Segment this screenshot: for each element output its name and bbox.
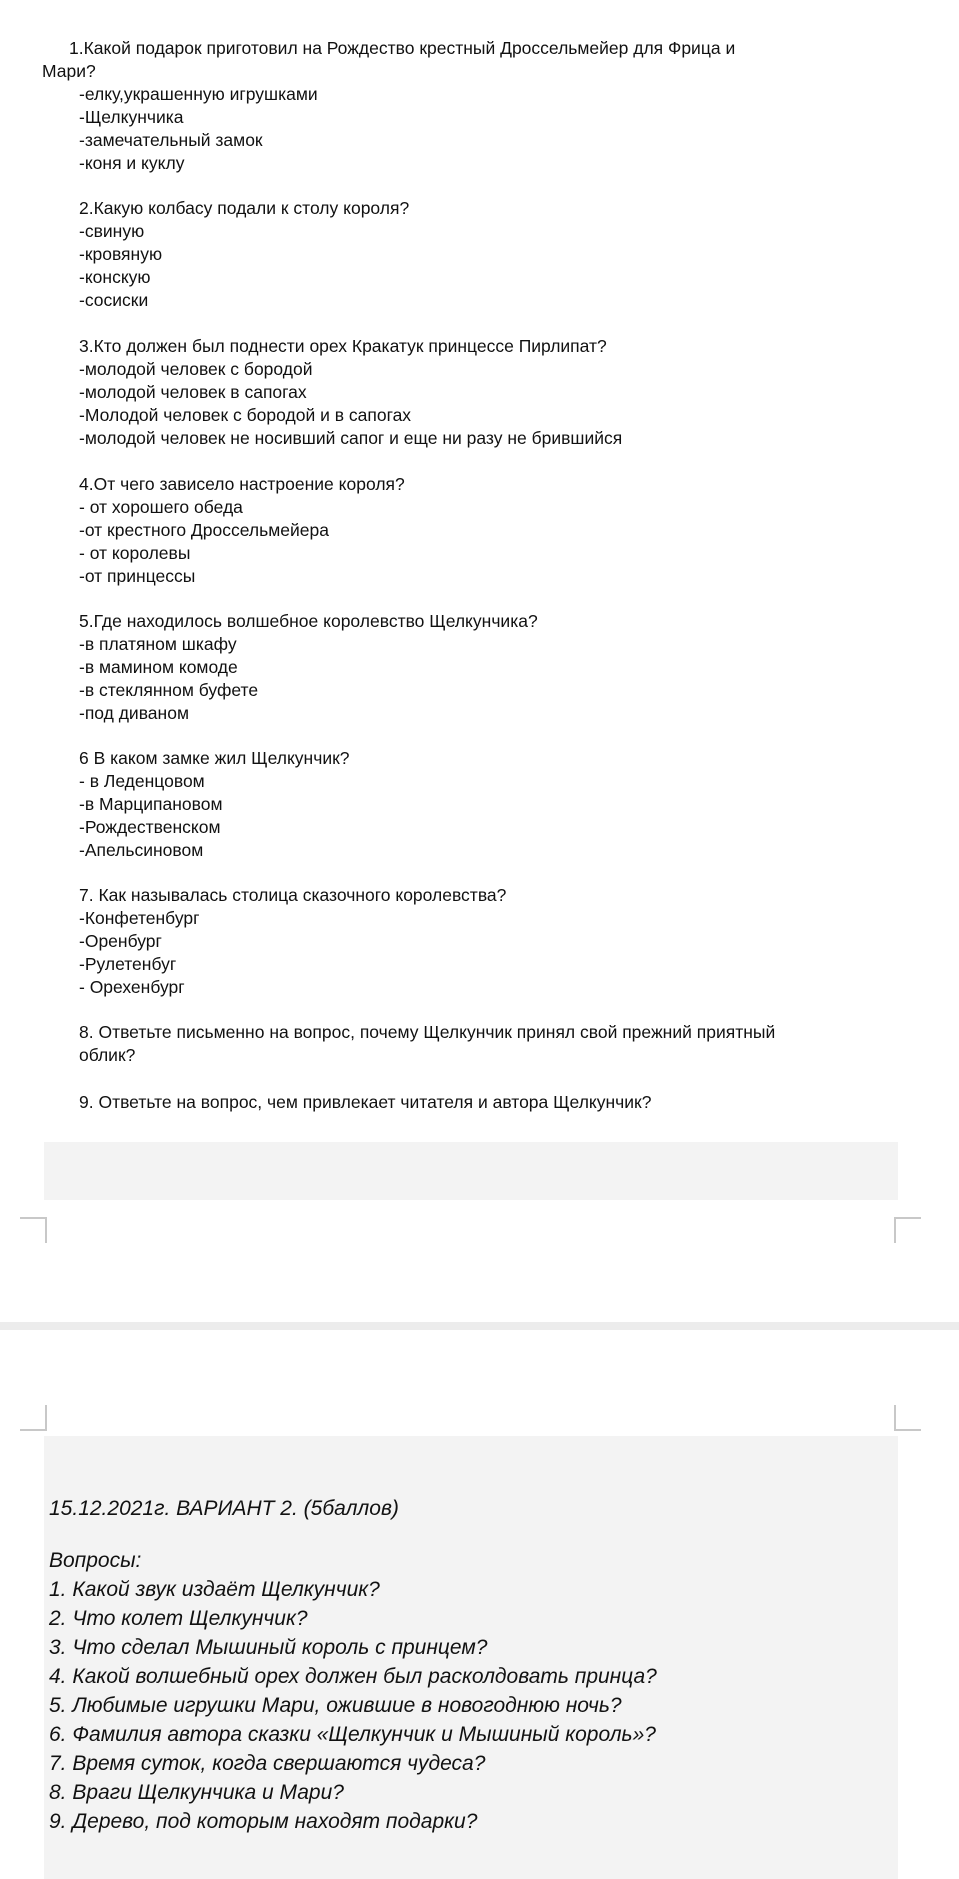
answer-option: - от хорошего обеда	[79, 497, 243, 517]
answer-option: -кровяную	[79, 244, 163, 264]
answer-option: -в стеклянном буфете	[79, 680, 259, 700]
question-3-title: 3.Кто должен был поднести орех Кракатук принцессе Пирлипат?	[79, 336, 607, 356]
list-item: 1. Какой звук издаёт Щелкунчик?	[49, 1578, 380, 1601]
answer-option: - Орехенбург	[79, 977, 185, 997]
answer-option: -свиную	[79, 221, 145, 241]
list-item: 9. Дерево, под которым находят подарки?	[49, 1810, 478, 1833]
page-corner-mark	[894, 1217, 921, 1243]
variant-question-list	[49, 1575, 657, 1836]
list-item: 7. Время суток, когда свершаются чудеса?	[49, 1752, 486, 1775]
questions-heading: Вопросы:	[49, 1549, 142, 1572]
list-item: 6. Фамилия автора сказки «Щелкунчик и Мышиный король»?	[49, 1723, 656, 1746]
answer-option: -Апельсиновом	[79, 840, 204, 860]
answer-option: -молодой человек не носивший сапог и еще ни разу не брившийся	[79, 428, 623, 448]
question-1-options	[79, 83, 929, 175]
page-corner-mark	[20, 1405, 47, 1431]
question-5-title: 5.Где находилось волшебное королевство Щелкунчика?	[79, 611, 538, 631]
answer-option: -Рулетенбуг	[79, 954, 177, 974]
question-4	[79, 473, 929, 588]
question-1-title: 1.Какой подарок приготовил на Рождество крестный Дроссельмейер для Фрица и Мари?	[42, 38, 736, 81]
question-2-title: 2.Какую колбасу подали к столу короля?	[79, 198, 410, 218]
gray-band	[44, 1142, 898, 1200]
answer-option: -под диваном	[79, 703, 189, 723]
question-3	[79, 335, 929, 450]
answer-option: -от принцессы	[79, 566, 196, 586]
question-6	[79, 747, 929, 862]
question-7	[79, 884, 929, 999]
question-4-title: 4.От чего зависело настроение короля?	[79, 474, 405, 494]
answer-option: - от королевы	[79, 543, 191, 563]
question-7-title: 7. Как называлась столица сказочного королевства?	[79, 885, 507, 905]
question-6-title: 6 В каком замке жил Щелкунчик?	[79, 748, 350, 768]
answer-option: -Рождественском	[79, 817, 221, 837]
question-2	[79, 197, 929, 312]
list-item: 4. Какой волшебный орех должен был расколдовать принца?	[49, 1665, 657, 1688]
question-8: 8. Ответьте письменно на вопрос, почему Щелкунчик принял свой прежний приятный облик?	[79, 1022, 776, 1065]
list-item: 3. Что сделал Мышиный король с принцем?	[49, 1636, 488, 1659]
list-item: 2. Что колет Щелкунчик?	[49, 1607, 308, 1630]
answer-option: -конскую	[79, 267, 151, 287]
answer-option: -в мамином комоде	[79, 657, 238, 677]
answer-option: -сосиски	[79, 290, 149, 310]
list-item: 8. Враги Щелкунчика и Мари?	[49, 1781, 344, 1804]
variant-title: 15.12.2021г. ВАРИАНТ 2. (5баллов)	[49, 1497, 399, 1520]
answer-option: -в платяном шкафу	[79, 634, 237, 654]
answer-option: -елку,украшенную игрушками	[79, 84, 318, 104]
answer-option: -в Марципановом	[79, 794, 223, 814]
answer-option: -Щелкунчика	[79, 107, 184, 127]
answer-option: -молодой человек в сапогах	[79, 382, 307, 402]
question-9: 9. Ответьте на вопрос, чем привлекает читателя и автора Щелкунчик?	[79, 1092, 652, 1112]
answer-option: -Конфетенбург	[79, 908, 200, 928]
answer-option: - в Леденцовом	[79, 771, 205, 791]
answer-option: -замечательный замок	[79, 130, 263, 150]
answer-option: -Молодой человек с бородой и в сапогах	[79, 405, 412, 425]
answer-option: -коня и куклу	[79, 153, 185, 173]
answer-option: -Оренбург	[79, 931, 162, 951]
page-corner-mark	[894, 1405, 921, 1431]
question-5	[79, 610, 929, 725]
answer-option: -от крестного Дроссельмейера	[79, 520, 329, 540]
page-corner-mark	[20, 1217, 47, 1243]
answer-option: -молодой человек с бородой	[79, 359, 313, 379]
list-item: 5. Любимые игрушки Мари, ожившие в новогоднюю ночь?	[49, 1694, 622, 1717]
page-separator	[0, 1322, 959, 1330]
document-page-2	[44, 1436, 898, 1879]
